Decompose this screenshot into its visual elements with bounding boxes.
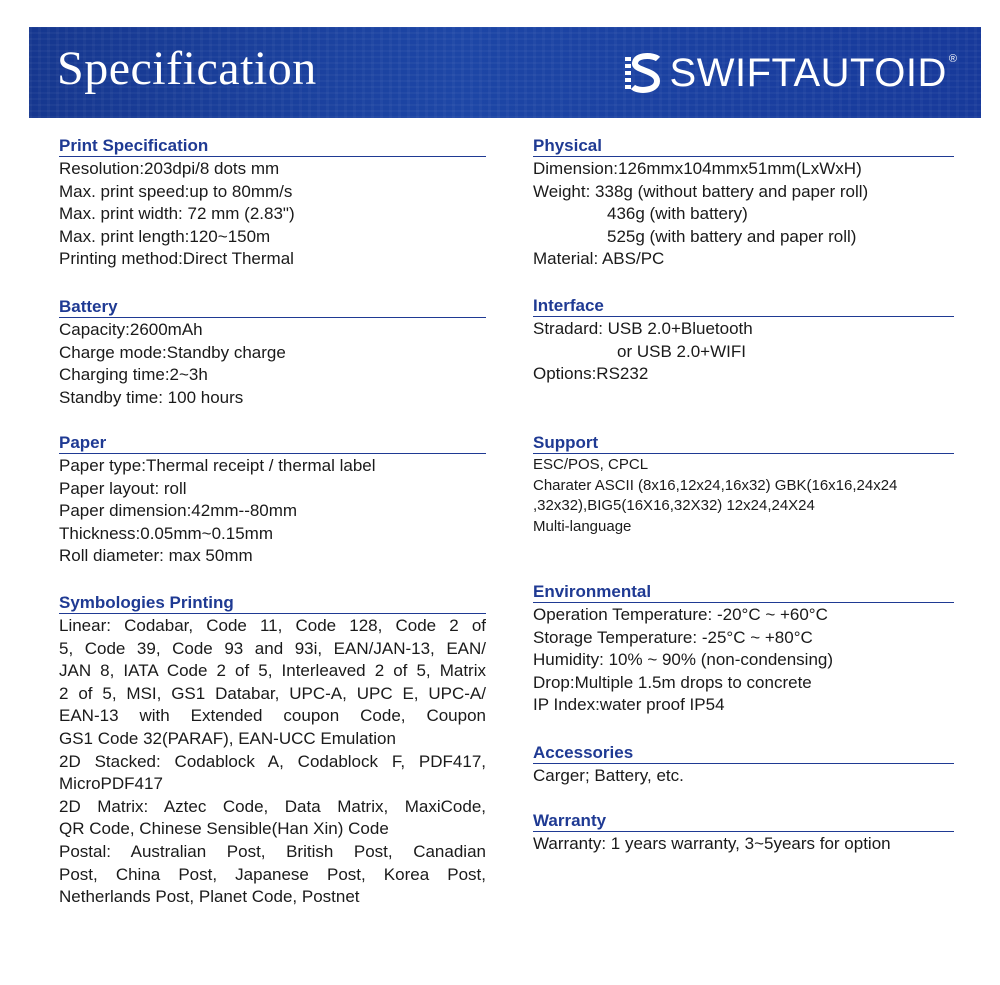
spec-line: Roll diameter: max 50mm (59, 546, 253, 566)
section-title: Symbologies Printing (59, 593, 486, 614)
brand-logo (624, 51, 957, 95)
environmental-section (533, 582, 954, 717)
spec-line: Drop:Multiple 1.5m drops to concrete (533, 672, 812, 692)
spec-line: Max. print width: 72 mm (2.83") (59, 204, 295, 224)
spec-line: Charging time:2~3h (59, 365, 208, 385)
spec-line: EAN-13 with Extended coupon Code, Coupon (59, 706, 486, 726)
spec-line: QR Code, Chinese Sensible(Han Xin) Code (59, 819, 389, 839)
spec-line: Printing method:Direct Thermal (59, 249, 294, 269)
spec-line: Post, China Post, Japanese Post, Korea Post, (59, 864, 486, 884)
spec-line: Linear: Codabar, Code 11, Code 128, Code 2 of (59, 616, 486, 635)
page-title: Specification (57, 42, 317, 95)
registered-mark: ® (948, 53, 957, 65)
spec-line: Charater ASCII (8x16,12x24,16x32) GBK(16x16,24x24 (533, 476, 898, 494)
spec-line: Weight: 338g (without battery and paper roll) (533, 181, 869, 201)
spec-line: Max. print speed:up to 80mm/s (59, 181, 293, 201)
spec-line: Warranty: 1 years warranty, 3~5years for option (533, 834, 891, 853)
paper-section (59, 433, 486, 568)
spec-line: Material: ABS/PC (533, 249, 665, 269)
spec-line: Paper dimension:42mm--80mm (59, 501, 298, 521)
section-title: Accessories (533, 743, 954, 764)
spec-line: Charge mode:Standby charge (59, 342, 286, 362)
section-title: Interface (533, 296, 954, 317)
physical-section (533, 136, 954, 271)
spec-line: Stradard: USB 2.0+Bluetooth (533, 319, 753, 338)
spec-line: Paper layout: roll (59, 478, 187, 498)
section-title: Support (533, 433, 954, 454)
warranty-section (533, 811, 954, 856)
spec-line: Storage Temperature: -25°C ~ +80°C (533, 627, 813, 647)
spec-line: 525g (with battery and paper roll) (607, 226, 857, 246)
spec-line: Netherlands Post, Planet Code, Postnet (59, 887, 360, 907)
section-title: Battery (59, 297, 486, 318)
spec-line: Multi-language (533, 517, 632, 535)
spec-line: Carger; Battery, etc. (533, 766, 684, 785)
print-specification-section (59, 136, 486, 271)
spec-line: 436g (with battery) (607, 204, 748, 224)
spec-line: MicroPDF417 (59, 774, 163, 794)
section-title: Warranty (533, 811, 954, 832)
spec-line: 5, Code 39, Code 93 and 93i, EAN/JAN-13, EAN/ (59, 638, 486, 658)
section-title: Print Specification (59, 136, 486, 157)
spec-line: Postal: Australian Post, British Post, Canadian (59, 841, 486, 861)
section-title: Environmental (533, 582, 954, 603)
spec-line: Operation Temperature: -20°C ~ +60°C (533, 605, 828, 624)
spec-line: Thickness:0.05mm~0.15mm (59, 523, 273, 543)
spec-line: Paper type:Thermal receipt / thermal label (59, 456, 376, 475)
accessories-section (533, 743, 954, 788)
battery-section (59, 297, 486, 409)
spec-line: GS1 Code 32(PARAF), EAN-UCC Emulation (59, 728, 396, 748)
logo-text: SWIFTAUTOID (669, 50, 947, 95)
spec-line: Standby time: 100 hours (59, 387, 244, 407)
support-section (533, 433, 954, 537)
spec-line: Humidity: 10% ~ 90% (non-condensing) (533, 650, 834, 670)
spec-line: ,32x32),BIG5(16X16,32X32) 12x24,24X24 (533, 497, 815, 515)
section-title: Physical (533, 136, 954, 157)
spec-line: ESC/POS, CPCL (533, 456, 649, 473)
spec-line: 2D Stacked: Codablock A, Codablock F, PDF417, (59, 751, 486, 771)
spec-line: Dimension:126mmx104mmx51mm(LxWxH) (533, 159, 862, 178)
spec-line: Options:RS232 (533, 364, 649, 384)
symbologies-printing-section (59, 593, 486, 909)
interface-section (533, 296, 954, 386)
spec-line: Capacity:2600mAh (59, 320, 203, 339)
spec-line: or USB 2.0+WIFI (617, 341, 746, 361)
header-banner (29, 27, 981, 118)
swiftautoid-s-logo-icon (624, 51, 664, 95)
section-title: Paper (59, 433, 486, 454)
spec-line: IP Index:water proof IP54 (533, 695, 725, 715)
spec-line: Resolution:203dpi/8 dots mm (59, 159, 280, 178)
spec-line: 2 of 5, MSI, GS1 Databar, UPC-A, UPC E, UPC-A/ (59, 683, 486, 703)
spec-line: 2D Matrix: Aztec Code, Data Matrix, MaxiCode, (59, 796, 486, 816)
spec-line: JAN 8, IATA Code 2 of 5, Interleaved 2 of 5, Matrix (59, 661, 486, 681)
spec-line: Max. print length:120~150m (59, 226, 271, 246)
